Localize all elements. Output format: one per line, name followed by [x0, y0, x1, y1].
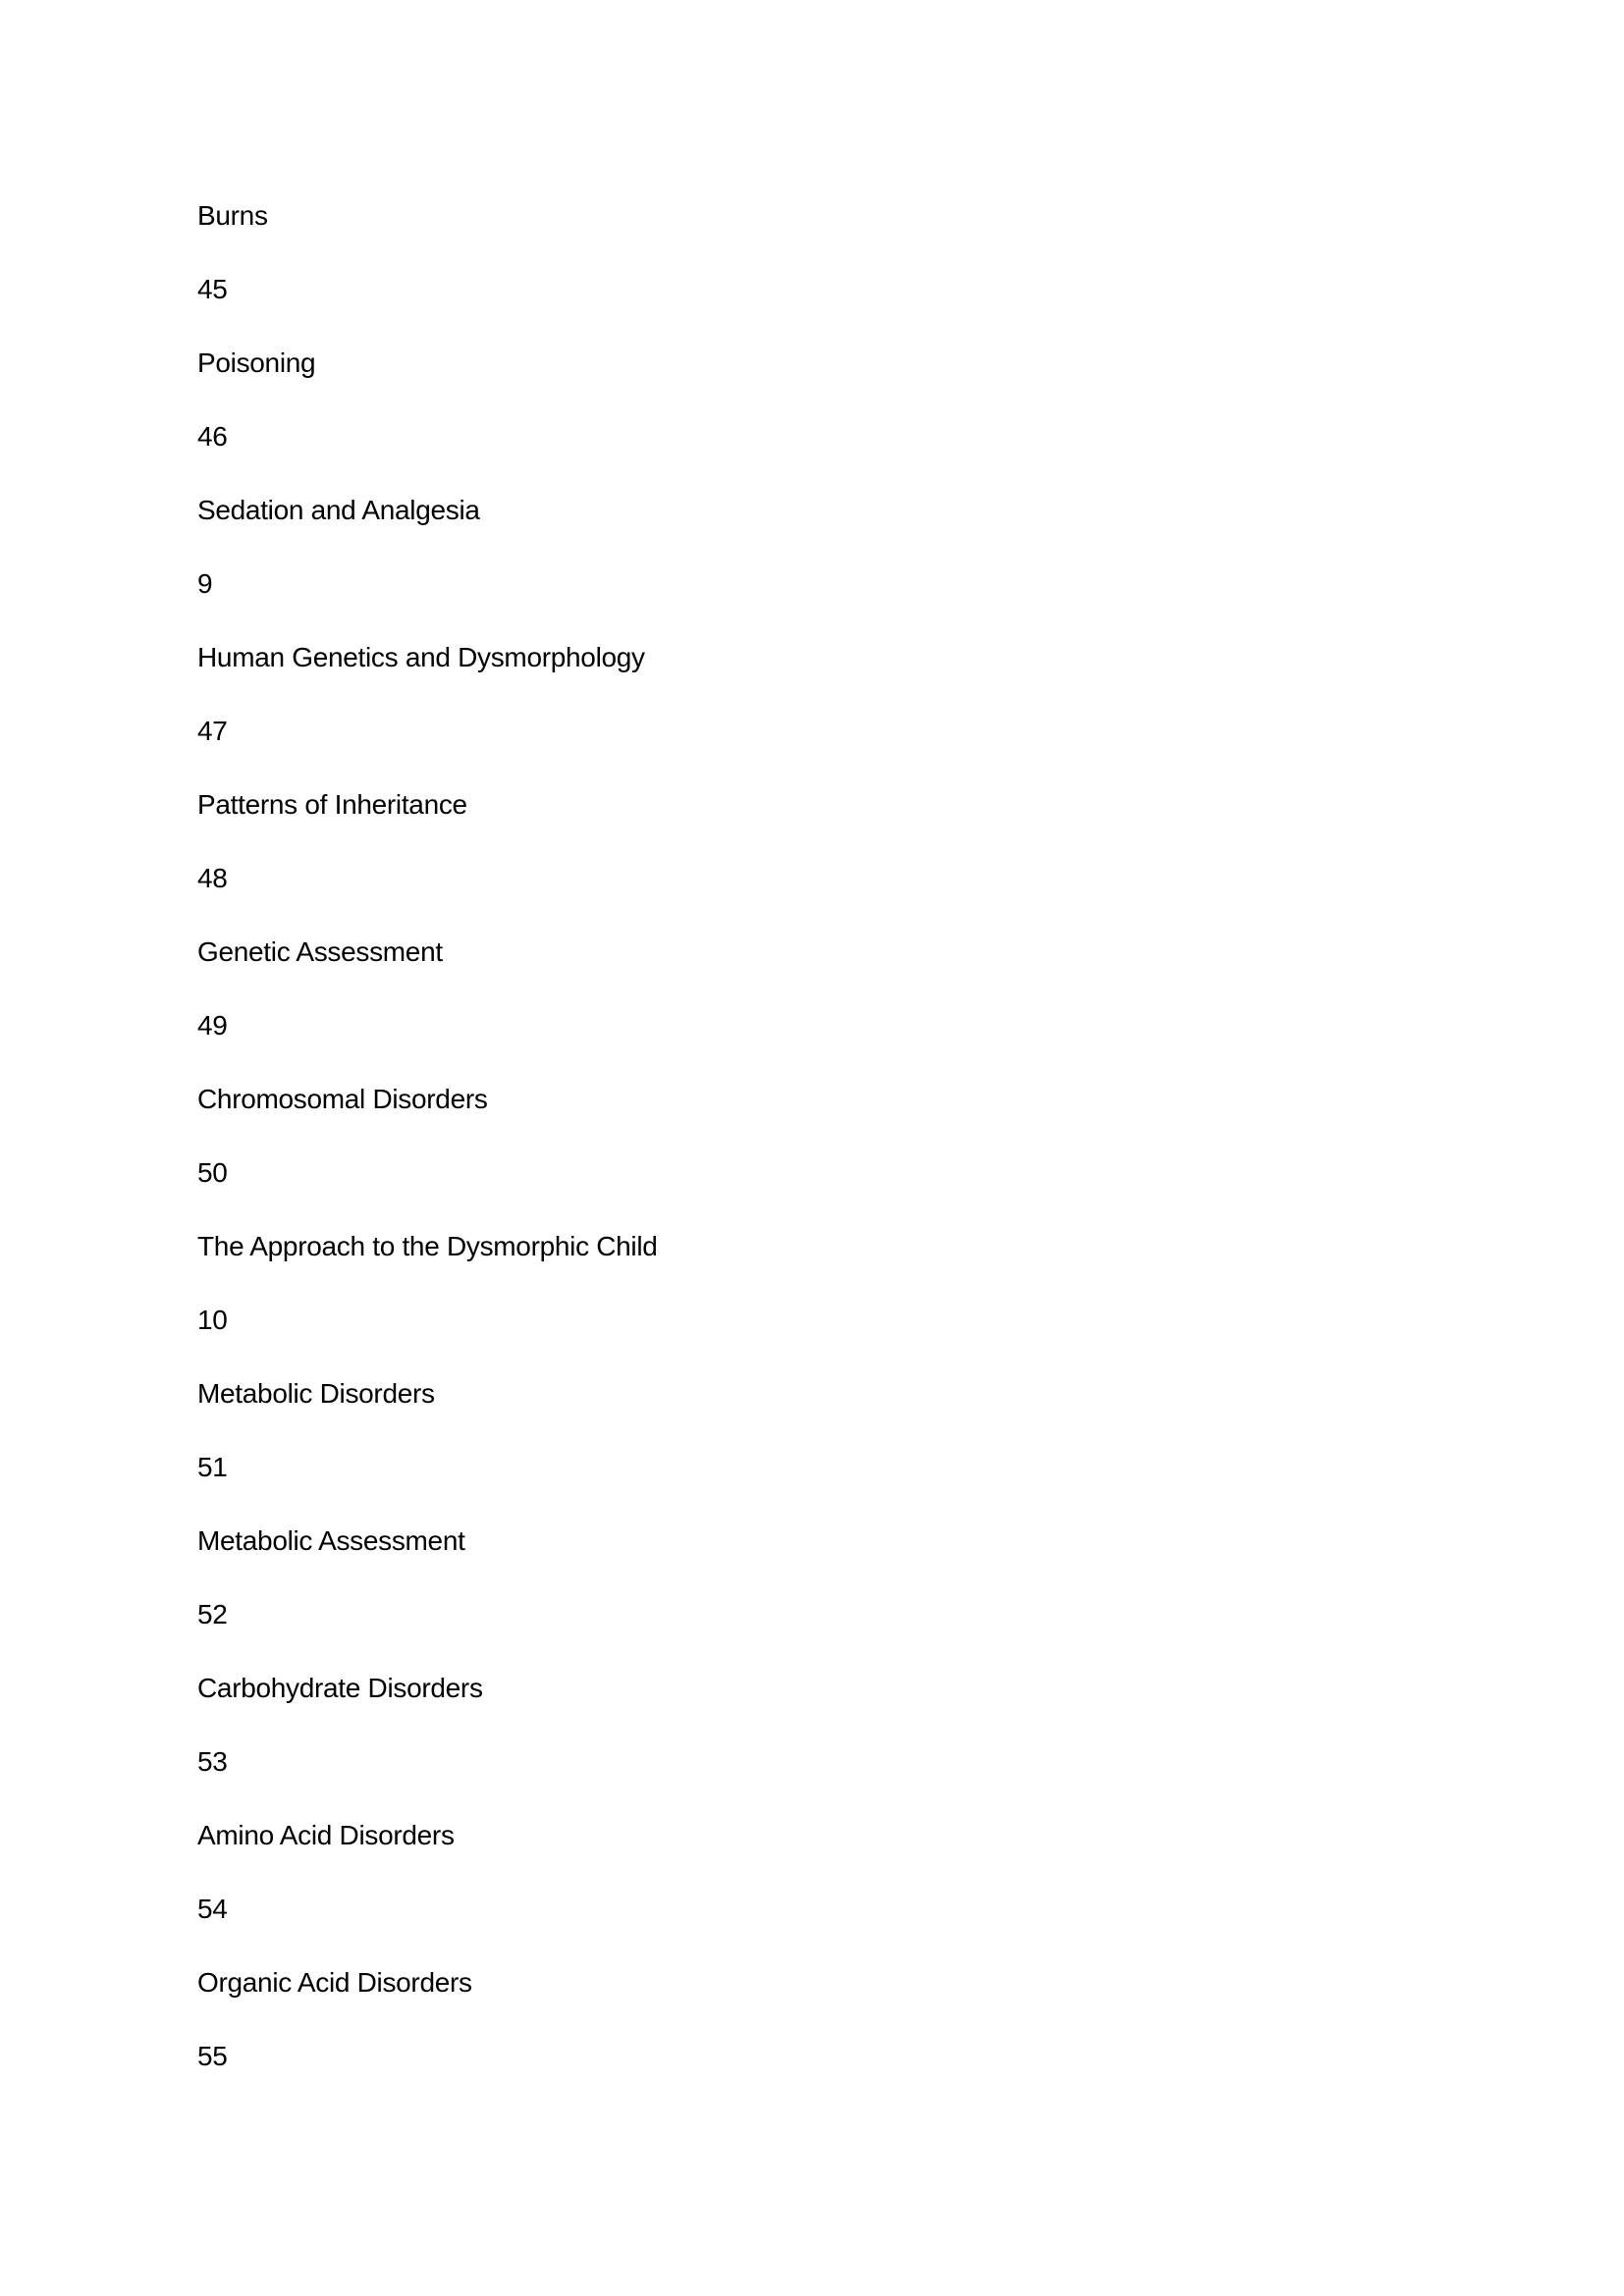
chapter-title: Human Genetics and Dysmorphology: [197, 642, 645, 672]
chapter-number: 52: [197, 1599, 228, 1629]
chapter-number: 10: [197, 1305, 228, 1335]
chapter-number: 50: [197, 1157, 228, 1188]
contents-list: [197, 179, 658, 2093]
chapter-number: 47: [197, 716, 228, 746]
chapter-title: Metabolic Disorders: [197, 1378, 435, 1409]
chapter-number: 51: [197, 1452, 228, 1482]
chapter-title: Patterns of Inheritance: [197, 789, 467, 820]
chapter-number: 53: [197, 1746, 228, 1777]
chapter-number: 45: [197, 274, 228, 304]
chapter-number: 49: [197, 1010, 228, 1041]
chapter-title: Poisoning: [197, 347, 316, 378]
chapter-title: Amino Acid Disorders: [197, 1820, 455, 1850]
chapter-title: Metabolic Assessment: [197, 1525, 465, 1556]
chapter-number: 54: [197, 1894, 228, 1924]
chapter-number: 48: [197, 863, 228, 893]
chapter-title: Organic Acid Disorders: [197, 1967, 472, 1998]
chapter-number: 55: [197, 2041, 228, 2071]
chapter-title: Chromosomal Disorders: [197, 1084, 488, 1114]
chapter-number: 9: [197, 568, 213, 599]
chapter-title: The Approach to the Dysmorphic Child: [197, 1231, 658, 1261]
chapter-title: Carbohydrate Disorders: [197, 1673, 483, 1703]
chapter-title: Genetic Assessment: [197, 936, 443, 967]
chapter-title: Sedation and Analgesia: [197, 495, 480, 525]
chapter-title: Burns: [197, 200, 268, 231]
chapter-number: 46: [197, 421, 228, 452]
